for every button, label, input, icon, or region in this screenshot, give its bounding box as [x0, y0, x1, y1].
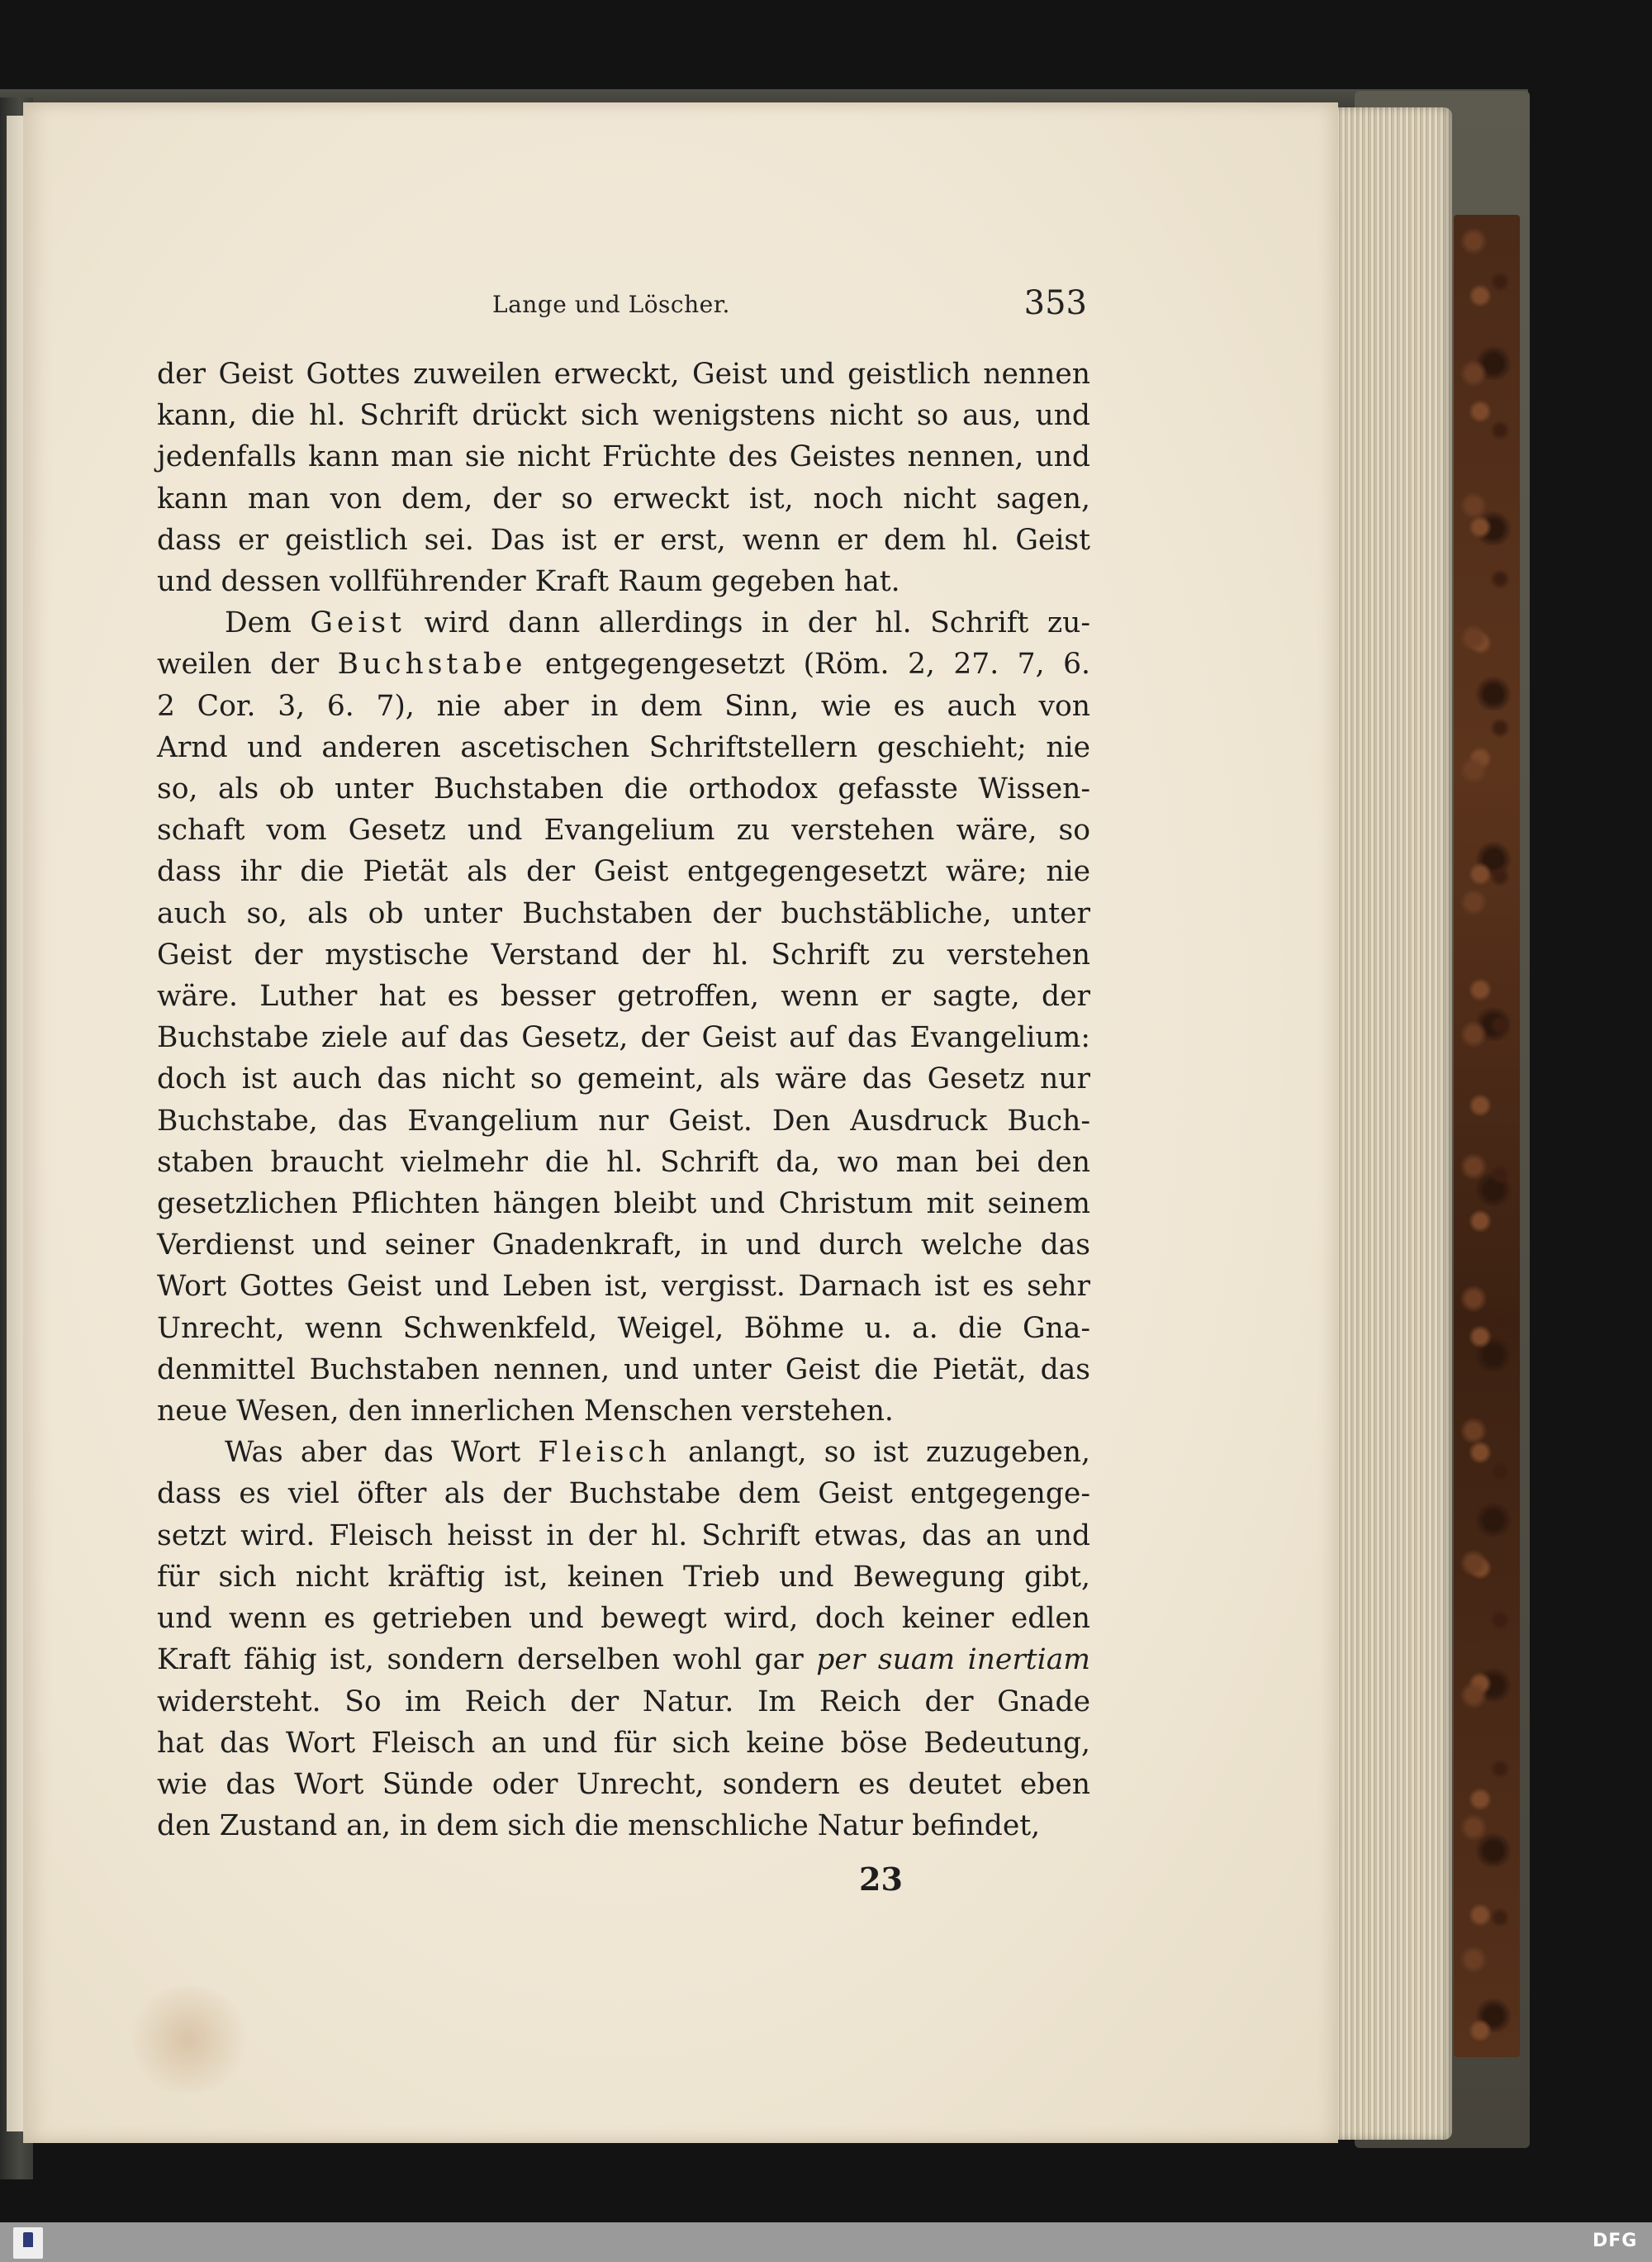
- line-row: [157, 1100, 1090, 1142]
- text-line: [157, 731, 1090, 764]
- line-row: [157, 1723, 1090, 1764]
- line-row: [157, 644, 1090, 685]
- text-line: [225, 606, 1090, 639]
- line-row: [157, 727, 1090, 768]
- text-segment: der Geist Gottes zuweilen erweckt, Geist und geistlich nennen: [157, 358, 1090, 391]
- text-line: [157, 1146, 1090, 1179]
- line-row: [157, 810, 1090, 851]
- text-segment: Geist der mystische Verstand der hl. Schrift zu verstehen: [157, 938, 1090, 972]
- line-row: [157, 1473, 1090, 1514]
- text-segment: Arnd und anderen ascetischen Schriftstellern geschieht; nie: [157, 730, 1090, 764]
- line-row: [157, 1390, 1090, 1432]
- text-segment: Buchstabe, das Evangelium nur Geist. Den Ausdruck Buch-: [157, 1104, 1090, 1138]
- text-line: [157, 1021, 1090, 1054]
- line-row: [157, 1183, 1090, 1224]
- text-line: [157, 565, 900, 598]
- text-segment: dass er geistlich sei. Das ist er erst, wenn er dem hl. Geist: [157, 523, 1090, 557]
- text-segment: Unrecht, wenn Schwenkfeld, Weigel, Böhme u. a. die Gna-: [157, 1311, 1090, 1345]
- text-segment: gesetzlichen Pflichten hängen bleibt und Christum mit seinem: [157, 1187, 1090, 1221]
- text-segment: wie das Wort Sünde oder Unrecht, sondern es deutet eben: [157, 1767, 1090, 1801]
- text-line: [157, 1312, 1090, 1345]
- text-line: [157, 1477, 1090, 1510]
- line-row: [157, 1266, 1090, 1307]
- page-header: [492, 284, 1087, 329]
- text-line: [157, 1685, 1090, 1718]
- text-segment: weilen der: [157, 648, 338, 682]
- text-segment: anlangt, so ist zuzugeben,: [671, 1436, 1090, 1470]
- text-segment: auch so, als ob unter Buchstaben der buchstäbliche, unter: [157, 896, 1090, 930]
- running-title: Lange und Löscher.: [492, 291, 730, 318]
- paragraph: [157, 602, 1090, 1432]
- text-segment: Was aber das Wort: [225, 1436, 539, 1470]
- line-row: [157, 1142, 1090, 1183]
- text-segment: Verdienst und seiner Gnadenkraft, in und durch welche das: [157, 1228, 1090, 1262]
- text-segment: Kraft fähig ist, sondern derselben wohl gar: [157, 1643, 817, 1677]
- paper-stain: [122, 1986, 254, 2093]
- dfg-logo: DFG: [1593, 2231, 1638, 2251]
- text-segment: schaft vom Gesetz und Evangelium zu verstehen wäre, so: [157, 814, 1090, 848]
- paragraph: [157, 354, 1090, 602]
- body-text: [157, 354, 1090, 1846]
- text-segment: doch ist auch das nicht so gemeint, als wäre das Gesetz nur: [157, 1062, 1090, 1096]
- text-line: [157, 1270, 1090, 1303]
- line-row: [157, 1058, 1090, 1100]
- text-line: [157, 1353, 1090, 1386]
- text-segment: so, als ob unter Buchstaben die orthodox gefasste Wissen-: [157, 772, 1090, 806]
- line-row: [157, 1349, 1090, 1390]
- text-segment: dass ihr die Pietät als der Geist entgegengesetzt wäre; nie: [157, 855, 1090, 889]
- text-segment: Dem: [225, 606, 311, 640]
- page-number: 353: [1023, 284, 1087, 322]
- line-row: [157, 1556, 1090, 1598]
- page-block-edges: [1328, 107, 1452, 2140]
- line-row: [157, 851, 1090, 892]
- emphasized-word: Buchstabe: [337, 648, 527, 682]
- line-row: [157, 976, 1090, 1017]
- line-row: [157, 768, 1090, 810]
- text-segment: und wenn es getrieben und bewegt wird, doch keiner edlen: [157, 1602, 1090, 1636]
- text-line: [157, 1643, 1090, 1676]
- text-segment: für sich nicht kräftig ist, keinen Trieb und Bewegung gibt,: [157, 1560, 1090, 1594]
- text-segment: jedenfalls kann man sie nicht Früchte des Geistes nennen, und: [157, 440, 1090, 474]
- emphasized-word: Fleisch: [538, 1436, 671, 1470]
- text-segment: Wort Gottes Geist und Leben ist, vergisst. Darnach ist es sehr: [157, 1270, 1090, 1304]
- marbled-cover-paper: [1454, 215, 1520, 2057]
- line-row: [157, 1515, 1090, 1556]
- text-line: [157, 772, 1090, 805]
- line-row: [157, 478, 1090, 520]
- emphasized-word: Geist: [310, 606, 406, 640]
- line-row: [157, 1598, 1090, 1639]
- latin-phrase: per suam inertiam: [816, 1643, 1090, 1677]
- text-line: [157, 897, 1090, 930]
- line-row: [157, 893, 1090, 934]
- text-segment: wird dann allerdings in der hl. Schrift zu-: [405, 606, 1091, 640]
- text-line: [157, 648, 1090, 681]
- text-line: [157, 399, 1090, 432]
- line-row: [157, 520, 1090, 561]
- text-line: [157, 1062, 1090, 1095]
- text-segment: widersteht. So im Reich der Natur. Im Reich der Gnade: [157, 1685, 1090, 1718]
- line-row: [157, 395, 1090, 436]
- text-line: [157, 358, 1090, 391]
- text-segment: dass es viel öfter als der Buchstabe dem Geist entgegenge-: [157, 1477, 1090, 1511]
- text-line: [157, 1727, 1090, 1760]
- text-line: [157, 440, 1090, 473]
- text-line: [157, 690, 1090, 723]
- library-logo-icon: [13, 2227, 43, 2259]
- line-row: [157, 1224, 1090, 1266]
- text-line: [157, 1105, 1090, 1138]
- text-segment: setzt wird. Fleisch heisst in der hl. Schrift etwas, das an und: [157, 1518, 1090, 1552]
- paragraph: [157, 1432, 1090, 1846]
- text-line: [157, 524, 1090, 557]
- line-row: [157, 1017, 1090, 1058]
- viewer-footer-bar: [0, 2222, 1652, 2262]
- text-segment: neue Wesen, den innerlichen Menschen verstehen.: [157, 1395, 894, 1428]
- text-line: [157, 855, 1090, 888]
- text-line: [157, 1519, 1090, 1552]
- text-line: [157, 939, 1090, 972]
- signature-mark: 23: [859, 1860, 903, 1898]
- text-line: [157, 814, 1090, 847]
- text-segment: staben braucht vielmehr die hl. Schrift da, wo man bei den: [157, 1145, 1090, 1179]
- text-segment: kann man von dem, der so erweckt ist, noch nicht sagen,: [157, 482, 1090, 516]
- text-segment: und dessen vollführender Kraft Raum gegeben hat.: [157, 565, 900, 599]
- line-row: [157, 561, 1090, 602]
- line-row: [157, 686, 1090, 727]
- text-segment: den Zustand an, in dem sich die menschliche Natur befindet,: [157, 1809, 1041, 1843]
- text-line: [157, 1809, 1040, 1842]
- line-row: [157, 1308, 1090, 1349]
- line-row: [157, 934, 1090, 976]
- text-segment: denmittel Buchstaben nennen, und unter Geist die Pietät, das: [157, 1352, 1090, 1386]
- line-row: [157, 1639, 1090, 1680]
- text-segment: entgegengesetzt (Röm. 2, 27. 7, 6.: [526, 648, 1090, 682]
- line-row: [157, 354, 1090, 395]
- text-segment: kann, die hl. Schrift drückt sich wenigstens nicht so aus, und: [157, 399, 1090, 433]
- text-line: [157, 1228, 1090, 1262]
- text-line: [157, 1187, 1090, 1220]
- text-line: [225, 1436, 1090, 1469]
- text-line: [157, 1561, 1090, 1594]
- line-row: [157, 1764, 1090, 1805]
- text-line: [157, 1395, 894, 1428]
- text-line: [157, 1602, 1090, 1635]
- line-row: [157, 436, 1090, 478]
- line-row: [157, 1681, 1090, 1723]
- text-segment: Buchstabe ziele auf das Gesetz, der Geist auf das Evangelium:: [157, 1021, 1090, 1055]
- text-segment: hat das Wort Fleisch an und für sich keine böse Bedeutung,: [157, 1726, 1090, 1760]
- text-segment: wäre. Luther hat es besser getroffen, wenn er sagte, der: [157, 980, 1090, 1014]
- text-line: [157, 1768, 1090, 1801]
- text-line: [157, 980, 1090, 1013]
- text-line: [157, 482, 1090, 516]
- line-row: [157, 1805, 1090, 1846]
- line-row: [157, 602, 1090, 644]
- line-row: [157, 1432, 1090, 1473]
- text-segment: 2 Cor. 3, 6. 7), nie aber in dem Sinn, wie es auch von: [157, 689, 1090, 723]
